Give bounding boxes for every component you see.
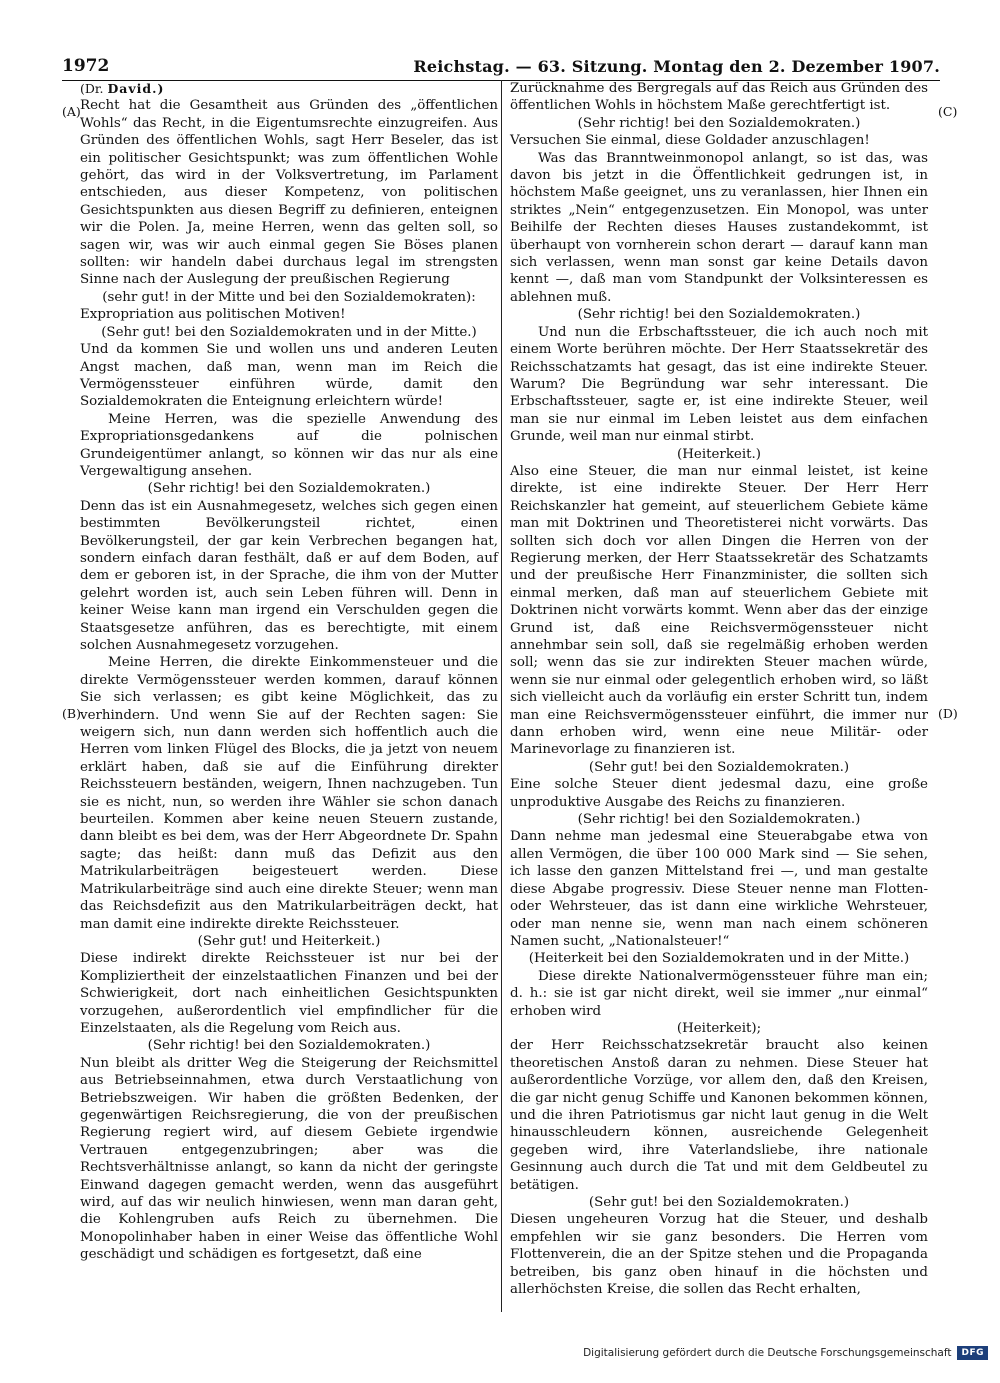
- page-footer: [583, 1346, 988, 1360]
- page-header: [62, 54, 940, 81]
- speaker-line: [80, 80, 498, 97]
- right-column: [510, 80, 928, 1298]
- paragraph: Zurücknahme des Bergregals auf das Reich aus Gründen des öffentlichen Wohls in höchstem Maße gerechtfertigt ist.: [510, 81, 928, 114]
- speaker-name: David.): [107, 81, 165, 96]
- interjection: (sehr gut! in der Mitte und bei den Sozialdemokraten):: [102, 289, 476, 305]
- interjection: (Heiterkeit bei den Sozialdemokraten und in der Mitte.): [528, 951, 910, 967]
- paragraph: Eine solche Steuer dient jedesmal dazu, eine große unproduktive Ausgabe des Reichs zu finanzieren.: [510, 777, 928, 810]
- interjection: (Sehr richtig! bei den Sozialdemokraten.): [147, 1038, 431, 1054]
- paragraph: Denn das ist ein Ausnahmegesetz, welches sich gegen einen bestimmten Bevölkerungsteil richtet, einen Bevölkerungsteil, der gar kein Verbrechen begangen hat, sondern einfach daran festhält, daß er auf dem Boden, auf dem er geboren ist, in der Sprache, die ihm von der Mutter gelehrt worden ist, auch sein Leben führen will. Denn in keiner Weise kann man irgend ein Verschulden gegen die Staatsgesetze anführen, das es berechtigte, mit einem solchen Ausnahmegesetz vorzugehen.: [80, 498, 498, 653]
- dfg-logo: DFG: [957, 1346, 988, 1360]
- paragraph: Meine Herren, was die spezielle Anwendung des Expropriationsgedankens auf die polnischen Grundeigentümer anlangt, so können wir das nur als eine Vergewaltigung ansehen.: [80, 411, 498, 479]
- paragraph: Also eine Steuer, die man nur einmal leistet, ist keine direkte, ist eine indirekte Steuer. Der Herr Herr Reichskanzler hat gemeint, auf steuerlichem Gebiete käme man mit Doktrinen und Theoretisterei nicht vorwärts. Das sollten sich doch vor allen Dingen die Herren von der Regierung merken, der Herr Staatssekretär des Schatzamts und der preußische Herr Finanzminister, die sollten sich einmal merken, daß man auf steuerlichem Gebiete mit Doktrinen nicht vorwärts kommt. Wenn aber das der einzige Grund ist, daß eine Reichsvermögenssteuer nicht annehmbar sein soll, daß sie regelmäßig erhoben werden soll; wenn das sie zur indirekten Steuer machen würde, wenn sie nur einmal oder gelegentlich erhoben wird, so läßt sich vielleicht auch da vorläufig ein erster Schritt tun, indem man eine Reichsvermögenssteuer einführt, die immer nur dann erhoben wird, wenn eine neue Militär- oder Marinevorlage zu finanzieren ist.: [510, 463, 928, 758]
- paragraph: Diese indirekt direkte Reichssteuer ist nur bei der Kompliziertheit der einzelstaatlichen Finanzen und bei der Schwierigkeit, dort nach einheitlichen Gesichtspunkten vorzugehen, außerordentlich viel empfindlicher für die Einzelstaaten, als die Regelung vom Reich aus.: [80, 951, 498, 1036]
- paragraph: Und da kommen Sie und wollen uns und anderen Leuten Angst machen, daß man, wenn man im Reich die Vermögenssteuer einführen würde, damit den Sozialdemokraten die Enteignung erleichtern würde!: [80, 342, 498, 410]
- paragraph: Diesen ungeheuren Vorzug hat die Steuer, und deshalb empfehlen wir sie ganz besonders. Die Herren vom Flottenverein, die an der Spitze stehen und die Propaganda betreiben, bis ganz oben hinauf in die höchsten und allerhöchsten Kreise, die sollen das Recht erhalten,: [510, 1212, 928, 1298]
- column-divider: [501, 80, 502, 1312]
- left-column: [80, 80, 498, 1264]
- footer-credit: Digitalisierung gefördert durch die Deutsche Forschungsgemeinschaft: [583, 1347, 952, 1359]
- running-head: Reichstag. — 63. Sitzung. Montag den 2. Dezember 1907.: [413, 57, 940, 76]
- interjection: (Sehr gut! bei den Sozialdemokraten.): [588, 759, 850, 775]
- paragraph: Meine Herren, die direkte Einkommensteuer und die direkte Vermögenssteuer werden kommen, darauf können Sie sich verlassen; es gibt keine Möglichkeit, das zu verhindern. Und wenn Sie auf der Rechten sagen: Sie weigern sich, nun dann werden sich hoffentlich auch die Herren vom linken Flügel des Blocks, die ja jetzt von neuem erklärt haben, daß sie auf die Einführung direkter Reichssteuern beständen, weigern, Ihnen nachzugeben. Tun sie es nicht, nun, so werden ihre Wähler sie schon danach beurteilen. Kommen aber keine neuen Steuern zustande, dann bleibt es bei dem, was der Herr Abgeordnete Dr. Spahn sagte; das heißt: dann muß das Defizit aus den Matrikularbeiträgen beigesteuert werden. Diese Matrikularbeiträge sind auch eine direkte Steuer; wenn man das Reichsdefizit aus den Matrikularbeiträgen deckt, hat man damit eine indirekte direkte Reichssteuer.: [80, 655, 498, 932]
- paragraph: Nun bleibt als dritter Weg die Steigerung der Reichsmittel aus Betriebseinnahmen, etwa durch Verstaatlichung von Betriebszweigen. Wir haben die größten Bedenken, der gegenwärtigen Reichsregierung, die von der preußischen Regierung regiert wird, auf diesem Gebiete irgendwie Vertrauen entgegenzubringen; aber was die Rechtsverhältnisse anlangt, so kann da nicht der geringste Einwand dagegen gemacht werden, wenn das ausgeführt wird, auf das wir neulich hinwiesen, wenn man daran geht, die Kohlengruben aufs Reich zu übernehmen. Die Monopolinhaber haben in einer Weise das öffentliche Wohl geschädigt und schädigen es fortgesetzt, daß eine: [80, 1055, 498, 1263]
- margin-marker-c: (C): [938, 104, 958, 119]
- interjection: (Sehr gut! und Heiterkeit.): [197, 933, 381, 949]
- interjection: (Sehr richtig! bei den Sozialdemokraten.): [577, 812, 861, 828]
- paragraph: Dann nehme man jedesmal eine Steuerabgabe etwa von allen Vermögen, die über 100 000 Mark sind — Sie sehen, ich lasse den ganzen Mittelstand frei —, und man gestalte diese Abgabe progressiv. Diese Steuer nenne man Flotten- oder Wehrsteuer, das ist dann eine wirkliche Wehrsteuer, oder man nenne sie, wenn man nach einem schöneren Namen sucht, „Nationalsteuer!“: [510, 829, 928, 949]
- page-number: 1972: [62, 56, 110, 76]
- paragraph: Diese direkte Nationalvermögenssteuer führe man ein; d. h.: sie ist gar nicht direkt, weil sie immer „nur einmal“ erhoben wird: [510, 968, 928, 1019]
- margin-marker-b: (B): [62, 706, 81, 721]
- speaker-prefix: (Dr.: [80, 81, 104, 96]
- paragraph: Was das Branntweinmonopol anlangt, so ist das, was davon bis jetzt in die Öffentlichkeit gedrungen ist, in höchstem Maße geeignet, uns zu veranlassen, hier Ihnen ein striktes „Nein“ entgegenzusetzen. Ein Monopol, was unter Beihilfe der Rechten dieses Hauses zustandekommt, ist überhaupt von vornherein schon derart — darauf kann man sich verlassen, wenn man sonst gar keine Details davon kennt —, daß man vom Standpunkt der Volksinteressen es ablehnen muß.: [510, 150, 928, 305]
- interjection: (Heiterkeit);: [676, 1020, 762, 1036]
- paragraph: der Herr Reichsschatzsekretär braucht also keinen theoretischen Anstoß daran zu nehmen. Diese Steuer hat außerordentliche Vorzüge, vor allem den, daß den Kreisen, die gar nicht genug Schiffe und Kanonen bekommen können, und die ihren Patriotismus gar nicht laut genug in die Welt hinausschleudern können, ausreichende Gelegenheit gegeben wird, ihre Vaterlandsliebe, ihre nationale Gesinnung auch durch die Tat und mit dem Geldbeutel zu betätigen.: [510, 1038, 928, 1193]
- margin-marker-a: (A): [62, 104, 81, 119]
- margin-marker-d: (D): [938, 706, 958, 721]
- interjection: (Sehr richtig! bei den Sozialdemokraten.): [147, 481, 431, 497]
- interjection: (Heiterkeit.): [677, 446, 761, 462]
- interjection: (Sehr richtig! bei den Sozialdemokraten.): [577, 307, 861, 323]
- paragraph: Versuchen Sie einmal, diese Goldader anzuschlagen!: [510, 133, 870, 149]
- interjection: (Sehr gut! bei den Sozialdemokraten.): [588, 1195, 850, 1210]
- interjection: (Sehr gut! bei den Sozialdemokraten und in der Mitte.): [101, 324, 477, 340]
- paragraph: Recht hat die Gesamtheit aus Gründen des „öffentlichen Wohls“ das Recht, in die Eigentumsrechte einzugreifen. Aus Gründen des öffentlichen Wohls, sagt Herr Beseler, das ist ein politischer Gesichtspunkt; was zum öffentlichen Wohle gehört, das wird in der Volksvertretung, im Parlament entschieden, aus dieser Kompetenz, von politischen Gesichtspunkten aus diesen Begriff zu definieren, enteignen wir die Polen. Ja, meine Herren, wenn das gelten soll, so sagen wir, was wir auch einmal gegen Sie Böses planen sollten: wir handeln dabei durchaus legal im strengsten Sinne nach der Auslegung der preußischen Regierung: [80, 98, 498, 288]
- paragraph: Und nun die Erbschaftssteuer, die ich auch noch mit einem Worte berühren möchte. Der Herr Staatssekretär des Reichsschatzamts hat gesagt, das ist eine indirekte Steuer. Warum? Die Begründung war sehr interessant. Die Erbschaftssteuer, sagte er, ist eine indirekte Steuer, weil man sie nur einmal im Leben leistet aus dem einfachen Grunde, weil man nur einmal stirbt.: [510, 324, 928, 445]
- interjection: (Sehr richtig! bei den Sozialdemokraten.): [577, 115, 861, 131]
- paragraph: Expropriation aus politischen Motiven!: [80, 307, 346, 323]
